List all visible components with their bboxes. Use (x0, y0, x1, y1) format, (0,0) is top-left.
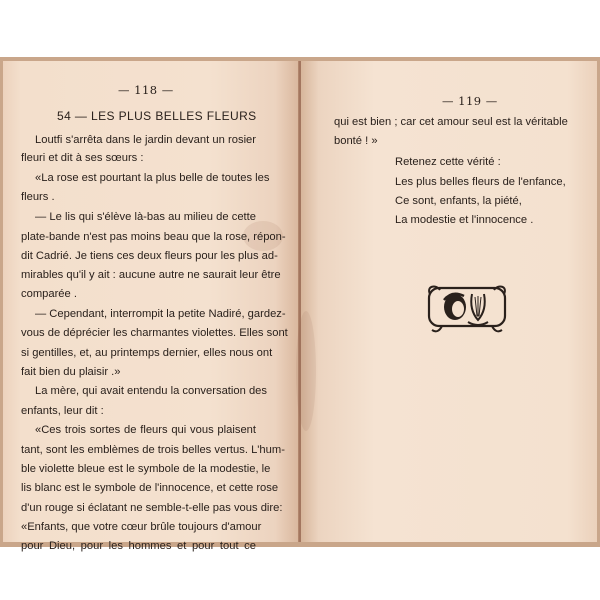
page-number-left: — 118 — (118, 83, 174, 97)
lyre-portrait-ornament-icon (428, 282, 506, 334)
text-line: dit Cadrié. Je tiens ces deux fleurs pour les plus ad- (21, 250, 278, 262)
text-line: «Enfants, que votre cœur brûle toujours d'amour (21, 521, 262, 533)
text-line: — Cependant, interrompit la petite Nadiré, gardez- (35, 308, 286, 320)
text-line: qui est bien ; car cet amour seul est la véritable (334, 116, 568, 128)
poem-line: Ce sont, enfants, la piété, (395, 195, 522, 207)
chapter-heading: 54 — LES PLUS BELLES FLEURS (57, 109, 257, 123)
text-line: enfants, leur dit : (21, 405, 104, 417)
text-line: tant, sont les emblèmes de trois belles vertus. L'hum- (21, 444, 285, 456)
text-line: mirables qu'il y ait : aucune autre ne saurait leur être (21, 269, 281, 281)
open-book (0, 57, 600, 552)
text-line: La mère, qui avait entendu la conversation des (35, 385, 267, 397)
text-line: ble violette bleue est le symbole de la modestie, le (21, 463, 271, 475)
text-line: pour Dieu, pour les hommes et pour tout ce (21, 540, 256, 552)
text-line: comparée . (21, 288, 77, 300)
right-page (301, 61, 597, 542)
poem-line: La modestie et l'innocence . (395, 214, 534, 226)
text-line: «La rose est pourtant la plus belle de toutes les (35, 172, 270, 184)
text-line: bonté ! » (334, 135, 378, 147)
text-line: «Ces trois sortes de fleurs qui vous plaisent (35, 424, 256, 436)
text-line: plate-bande n'est pas moins beau que la rose, répon- (21, 231, 286, 243)
text-line: d'un rouge si éclatant ne semble-t-elle pas vous dire: (21, 502, 283, 514)
text-line: fleurs . (21, 191, 55, 203)
text-line: vous de déprécier les charmantes violettes. Elles sont (21, 327, 288, 339)
text-line: lis blanc est le symbole de l'innocence, et cette rose (21, 482, 279, 494)
text-line: — Le lis qui s'élève là-bas au milieu de cette (35, 211, 256, 223)
text-line: fleuri et dit à ses sœurs : (21, 152, 144, 164)
poem-line: Les plus belles fleurs de l'enfance, (395, 176, 566, 188)
left-page (3, 61, 299, 552)
text-line: Loutfi s'arrêta dans le jardin devant un rosier (35, 134, 256, 146)
poem-line: Retenez cette vérité : (395, 156, 501, 168)
text-line: fait bien du plaisir .» (21, 366, 121, 378)
text-line: si gentilles, et, au printemps dernier, elles nous ont (21, 347, 273, 359)
page-number-right: — 119 — (442, 94, 498, 108)
